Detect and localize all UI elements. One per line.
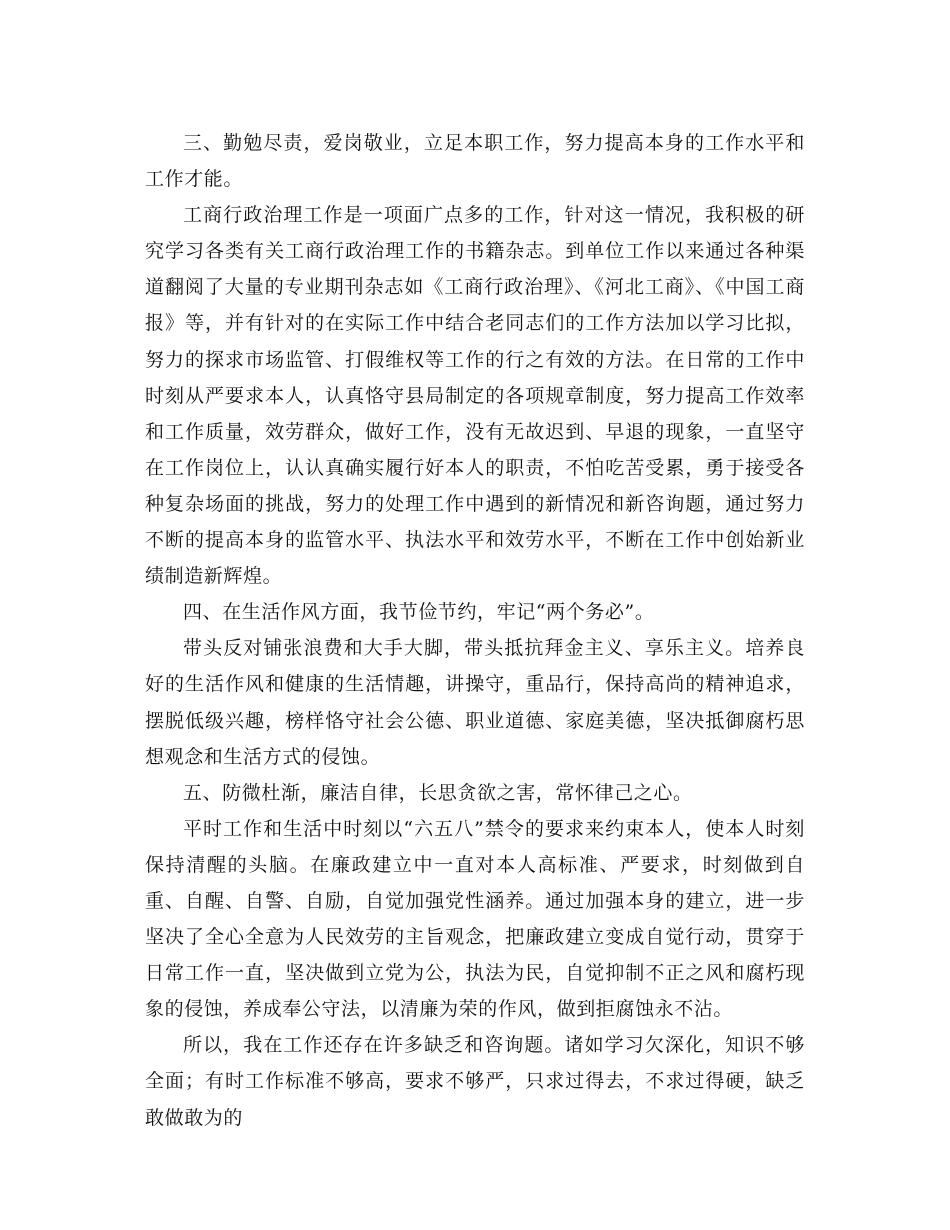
paragraph-study-and-work: 工商行政治理工作是一项面广点多的工作，针对这一情况，我积极的研究学习各类有关工商行政治理工作的书籍杂志。到单位工作以来通过各种渠道翻阅了大量的专业期刊杂志如《工商行政治理》、《河北工商》、《中国工商报》等，并有针对的在实际工作中结合老同志们的工作方法加以学习比拟，努力的探求市场监管、打假维权等工作的行之有效的方法。在日常的工作中时刻从严要求本人，认真恪守县局制定的各项规章制度，努力提高工作效率和工作质量，效劳群众，做好工作，没有无故迟到、早退的现象，一直坚守在工作岗位上，认认真确实履行好本人的职责，不怕吃苦受累，勇于接受各种复杂场面的挑战，努力的处理工作中遇到的新情况和新咨询题，通过努力不断的提高本身的监管水平、执法水平和效劳水平，不断在工作中创始新业绩制造新辉煌。 [145,204,805,588]
paragraph-lifestyle: 带头反对铺张浪费和大手大脚，带头抵抗拜金主义、享乐主义。培养良好的生活作风和健康的生活情趣，讲操守，重品行，保持高尚的精神追求，摆脱低级兴趣，榜样恪守社会公德、职业道德、家庭美德，坚决抵御腐朽思想观念和生活方式的侵蚀。 [145,637,805,768]
paragraph-section-three-heading: 三、勤勉尽责，爱岗敬业，立足本职工作，努力提高本身的工作水平和工作才能。 [145,132,805,191]
paragraph-shortcomings: 所以，我在工作还存在许多缺乏和咨询题。诸如学习欠深化，知识不够全面；有时工作标准不够高，要求不够严，只求过得去，不求过得硬，缺乏敢做敢为的 [145,1034,805,1129]
paragraph-integrity: 平时工作和生活中时刻以“六五八”禁令的要求来约束本人，使本人时刻保持清醒的头脑。在廉政建立中一直对本人高标准、严要求，时刻做到自重、自醒、自警、自励，自觉加强党性涵养。通过加强本身的建立，进一步坚决了全心全意为人民效劳的主旨观念，把廉政建立变成自觉行动，贯穿于日常工作一直，坚决做到立党为公，执法为民，自觉抑制不正之风和腐朽现象的侵蚀，养成奉公守法，以清廉为荣的作风，做到拒腐蚀永不沾。 [145,817,805,1021]
paragraph-section-five-heading: 五、防微杜渐，廉洁自律，长思贪欲之害，常怀律己之心。 [183,781,693,804]
paragraph-section-four-heading: 四、在生活作风方面，我节俭节约，牢记“两个务必”。 [183,601,655,624]
document-body [145,125,805,1136]
